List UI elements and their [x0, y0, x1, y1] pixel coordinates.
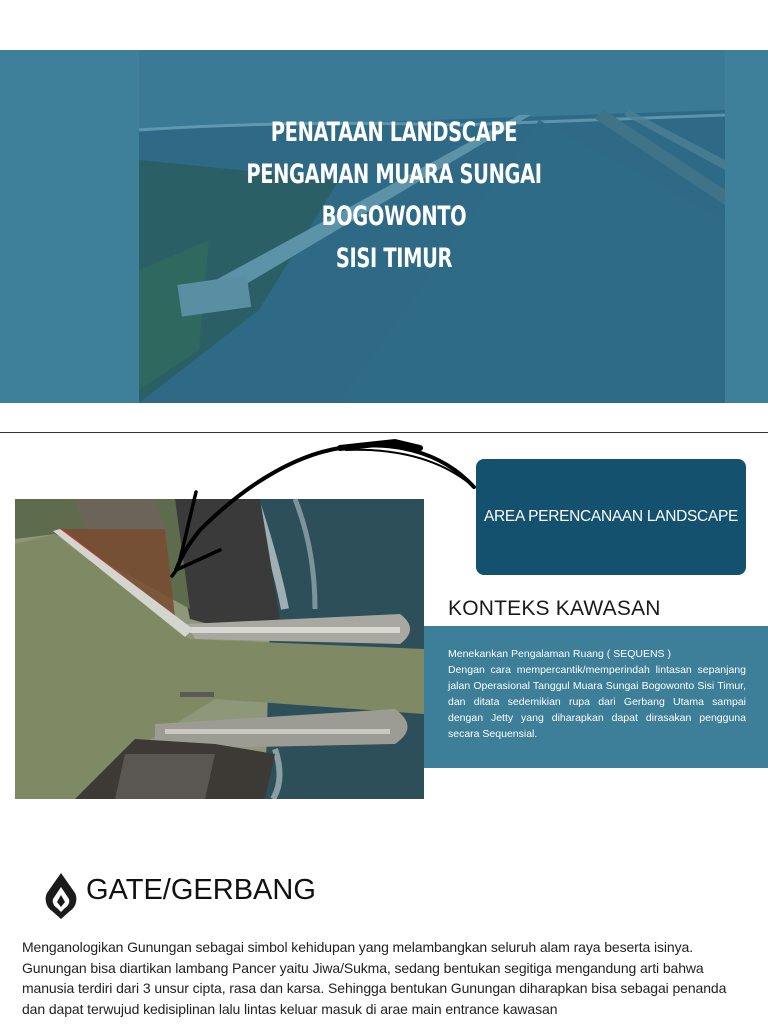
title-line-1: PENATAAN LANDSCAPE [270, 117, 518, 148]
gate-heading: GATE/GERBANG [86, 874, 316, 906]
page-title [210, 112, 577, 280]
gunungan-icon [44, 873, 78, 921]
callout-label: AREA PERENCANAAN LANDSCAPE [483, 508, 739, 525]
konteks-line-1: Menekankan Pengalaman Ruang ( SEQUENS ) [448, 648, 671, 660]
konteks-line-2: Dengan cara mempercantik/memperindah lintasan sepanjang jalan Operasional Tanggul Muara Sungai Bogowonto Sisi Timur, dan ditata sedemikian rupa dari Gerbang Utama sampai dengan Jetty yang diharapkan dapat dirasakan pengguna secara Sequensial. [448, 664, 746, 740]
title-line-3: SISI TIMUR [335, 243, 453, 274]
konteks-text [448, 646, 746, 742]
section-divider [0, 432, 768, 433]
site-aerial-photo [15, 499, 424, 799]
gate-paragraph: Menganologikan Gunungan sebagai simbol kehidupan yang melambangkan seluruh alam raya beserta isinya. Gunungan bisa diartikan lambang Pancer yaitu Jiwa/Sukma, sedang bentukan segitiga mengandung arti bahwa manusia terdiri dari 3 unsur cipta, rasa dan karsa. Sehingga bentukan Gunungan diharapkan bisa sebagai penanda dan dapat terwujud kedisiplinan lalu lintas keluar masuk di arae main entrance kawasan [22, 939, 727, 1017]
title-line-2: PENGAMAN MUARA SUNGAI BOGOWONTO [246, 159, 542, 232]
konteks-heading: KONTEKS KAWASAN [448, 597, 661, 620]
area-callout [476, 459, 746, 575]
